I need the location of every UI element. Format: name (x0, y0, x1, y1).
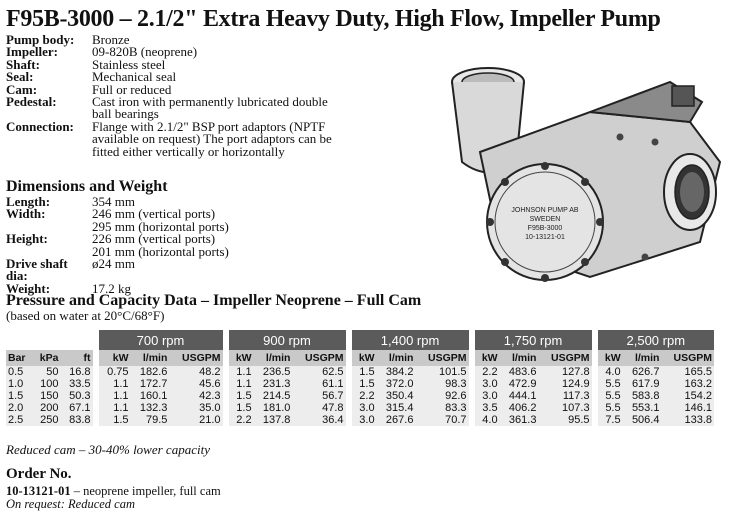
table-cell: 1.5 (226, 390, 254, 402)
table-cell: 154.2 (661, 390, 714, 402)
table-cell: 92.6 (415, 390, 471, 402)
rpm-header: 2,500 rpm (595, 330, 714, 350)
table-cell: 62.5 (292, 366, 348, 378)
table-cell: 172.7 (131, 378, 170, 390)
dimension-line: ø24 mm (92, 256, 135, 272)
dimension-label: Length: (6, 194, 51, 209)
table-cell: 5.5 (595, 378, 623, 390)
order-heading: Order No. (6, 466, 72, 482)
table-cell: 236.5 (254, 366, 293, 378)
dimension-value (92, 233, 332, 258)
table-cell: 3.5 (472, 402, 500, 414)
table-cell: 553.1 (623, 402, 662, 414)
table-cell: 33.5 (60, 378, 95, 390)
table-cell: 83.8 (60, 414, 95, 426)
column-header: kW (595, 350, 623, 366)
blank-cell (6, 330, 96, 350)
table-cell: 83.3 (415, 402, 471, 414)
plate-text-3: F95B-3000 (527, 225, 563, 232)
column-header: USGPM (415, 350, 471, 366)
spec-label: Cam: (6, 81, 38, 97)
table-cell: 101.5 (415, 366, 471, 378)
table-cell: 406.2 (500, 402, 539, 414)
table-cell: 132.3 (131, 402, 170, 414)
spec-row (6, 46, 332, 58)
table-cell: 5.5 (595, 402, 623, 414)
table-cell: 483.6 (500, 366, 539, 378)
table-cell: 626.7 (623, 366, 662, 378)
table-cell: 0.75 (96, 366, 131, 378)
table-cell: 100 (33, 378, 61, 390)
dimension-line: 226 mm (vertical ports) (92, 231, 216, 247)
table-cell: 137.8 (254, 414, 293, 426)
spec-value: 09-820B (neoprene) (92, 44, 198, 60)
table-cell: 1.1 (96, 402, 131, 414)
table-cell: 1.1 (226, 378, 254, 390)
column-header: USGPM (169, 350, 225, 366)
table-cell: 1.5 (349, 378, 377, 390)
pump-illustration (440, 42, 740, 292)
pressure-subheading: (based on water at 20°C/68°F) (6, 308, 165, 323)
table-cell: 250 (33, 414, 61, 426)
table-cell: 231.3 (254, 378, 293, 390)
spec-value: Bronze (92, 32, 130, 47)
spec-label: Shaft: (6, 56, 40, 72)
table-cell: 1.1 (96, 390, 131, 402)
dimension-label: Width: (6, 206, 46, 222)
dimension-value (92, 208, 332, 233)
table-cell: 2.2 (226, 414, 254, 426)
table-cell: 444.1 (500, 390, 539, 402)
table-cell: 45.6 (169, 378, 225, 390)
column-header: kW (472, 350, 500, 366)
table-body (6, 366, 714, 426)
column-header: ft (60, 350, 95, 366)
table-cell: 61.1 (292, 378, 348, 390)
dimensions-list (6, 196, 332, 295)
dimension-label: Drive shaft dia: (6, 256, 68, 284)
table-cell: 3.0 (472, 390, 500, 402)
column-header: USGPM (661, 350, 714, 366)
dimension-row (6, 208, 332, 233)
table-cell: 5.5 (595, 390, 623, 402)
pressure-heading: Pressure and Capacity Data – Impeller Neoprene – Full Cam (6, 292, 422, 309)
table-cell: 372.0 (377, 378, 416, 390)
table-cell: 617.9 (623, 378, 662, 390)
table-cell: 16.8 (60, 366, 95, 378)
table-cell: 2.0 (6, 402, 33, 414)
table-cell: 1.1 (226, 366, 254, 378)
column-header: l/min (131, 350, 170, 366)
column-header: kPa (33, 350, 61, 366)
rpm-header-row (6, 330, 714, 350)
table-cell: 2.5 (6, 414, 33, 426)
table-row (6, 414, 714, 426)
table-cell: 200 (33, 402, 61, 414)
spec-value: Stainless steel (92, 56, 166, 72)
spec-label: Pump body: (6, 32, 75, 47)
table-cell: 350.4 (377, 390, 416, 402)
column-header: l/min (254, 350, 293, 366)
rpm-header: 900 rpm (226, 330, 349, 350)
table-cell: 3.0 (349, 414, 377, 426)
table-cell: 67.1 (60, 402, 95, 414)
spec-list (6, 34, 332, 158)
column-header: l/min (623, 350, 662, 366)
table-cell: 2.2 (349, 390, 377, 402)
order-description: – neoprene impeller, full cam (70, 484, 221, 498)
dimension-line: 17.2 kg (92, 280, 131, 296)
table-cell: 117.3 (538, 390, 594, 402)
plate-text-4: 10-13121-01 (525, 234, 565, 241)
spec-label: Connection: (6, 118, 74, 134)
table-cell: 21.0 (169, 414, 225, 426)
table-cell: 1.0 (6, 378, 33, 390)
spec-value: Cast iron with permanently lubricated double ball bearings (92, 94, 328, 122)
table-cell: 2.2 (472, 366, 500, 378)
table-cell: 472.9 (500, 378, 539, 390)
table-cell: 79.5 (131, 414, 170, 426)
performance-table (6, 330, 714, 426)
spec-row (6, 96, 332, 121)
on-request-note: On request: Reduced cam (6, 497, 136, 511)
table-row (6, 378, 714, 390)
spec-label: Pedestal: (6, 94, 57, 110)
table-cell: 3.0 (472, 378, 500, 390)
table-cell: 1.5 (96, 414, 131, 426)
table-cell: 1.5 (349, 366, 377, 378)
table-cell: 182.6 (131, 366, 170, 378)
spec-value: Full or reduced (92, 81, 172, 97)
table-cell: 315.4 (377, 402, 416, 414)
table-cell: 48.2 (169, 366, 225, 378)
dimensions-heading: Dimensions and Weight (6, 178, 168, 195)
table-cell: 165.5 (661, 366, 714, 378)
table-cell: 1.5 (226, 402, 254, 414)
spec-label: Impeller: (6, 44, 58, 60)
dimension-value (92, 258, 332, 283)
column-header: kW (226, 350, 254, 366)
dimension-label: Weight: (6, 280, 51, 296)
table-cell: 50 (33, 366, 61, 378)
dimension-row (6, 233, 332, 258)
spec-value: Mechanical seal (92, 69, 177, 85)
column-header: l/min (500, 350, 539, 366)
rpm-header: 1,400 rpm (349, 330, 472, 350)
table-cell: 506.4 (623, 414, 662, 426)
column-header: USGPM (292, 350, 348, 366)
dimension-line: 295 mm (horizontal ports) (92, 218, 229, 234)
table-cell: 181.0 (254, 402, 293, 414)
dimension-line: 246 mm (vertical ports) (92, 206, 216, 222)
table-cell: 267.6 (377, 414, 416, 426)
table-row (6, 366, 714, 378)
table-cell: 583.8 (623, 390, 662, 402)
table-cell: 107.3 (538, 402, 594, 414)
table-cell: 35.0 (169, 402, 225, 414)
table-cell: 127.8 (538, 366, 594, 378)
table-cell: 3.0 (349, 402, 377, 414)
table-cell: 1.1 (96, 378, 131, 390)
column-header: l/min (377, 350, 416, 366)
dimension-line: 201 mm (horizontal ports) (92, 243, 229, 259)
dimension-row (6, 258, 332, 283)
table-cell: 42.3 (169, 390, 225, 402)
table-row (6, 402, 714, 414)
table-cell: 70.7 (415, 414, 471, 426)
order-part-number: 10-13121-01 (6, 484, 71, 498)
column-header: Bar (6, 350, 33, 366)
table-cell: 4.0 (595, 366, 623, 378)
table-cell: 0.5 (6, 366, 33, 378)
table-cell: 98.3 (415, 378, 471, 390)
dimension-line: 354 mm (92, 194, 135, 209)
table-cell: 36.4 (292, 414, 348, 426)
table-cell: 4.0 (472, 414, 500, 426)
table-row (6, 390, 714, 402)
column-header: USGPM (538, 350, 594, 366)
table-cell: 50.3 (60, 390, 95, 402)
table-cell: 7.5 (595, 414, 623, 426)
table-cell: 361.3 (500, 414, 539, 426)
table-cell: 1.5 (6, 390, 33, 402)
table-cell: 214.5 (254, 390, 293, 402)
table-cell: 124.9 (538, 378, 594, 390)
table-cell: 163.2 (661, 378, 714, 390)
column-header-row (6, 350, 714, 366)
page-title: F95B-3000 – 2.1/2" Extra Heavy Duty, High Flow, Impeller Pump (6, 6, 661, 32)
table-cell: 146.1 (661, 402, 714, 414)
table-cell: 95.5 (538, 414, 594, 426)
column-header: kW (349, 350, 377, 366)
plate-text-2: SWEDEN (529, 216, 561, 223)
reduced-cam-note: Reduced cam – 30-40% lower capacity (6, 442, 210, 457)
spec-row (6, 118, 332, 159)
dimension-label: Height: (6, 231, 48, 247)
table-cell: 47.8 (292, 402, 348, 414)
table-cell: 133.8 (661, 414, 714, 426)
rpm-header: 1,750 rpm (472, 330, 595, 350)
table-cell: 56.7 (292, 390, 348, 402)
spec-label: Seal: (6, 69, 34, 85)
rpm-header: 700 rpm (96, 330, 226, 350)
table-cell: 384.2 (377, 366, 416, 378)
spec-value: Flange with 2.1/2" BSP port adaptors (NPTF available on request) The port adaptors can be fitted either vertically or horizontally (92, 118, 332, 159)
table-cell: 150 (33, 390, 61, 402)
table-cell: 160.1 (131, 390, 170, 402)
plate-text-1: JOHNSON PUMP AB (511, 207, 579, 214)
column-header: kW (96, 350, 131, 366)
